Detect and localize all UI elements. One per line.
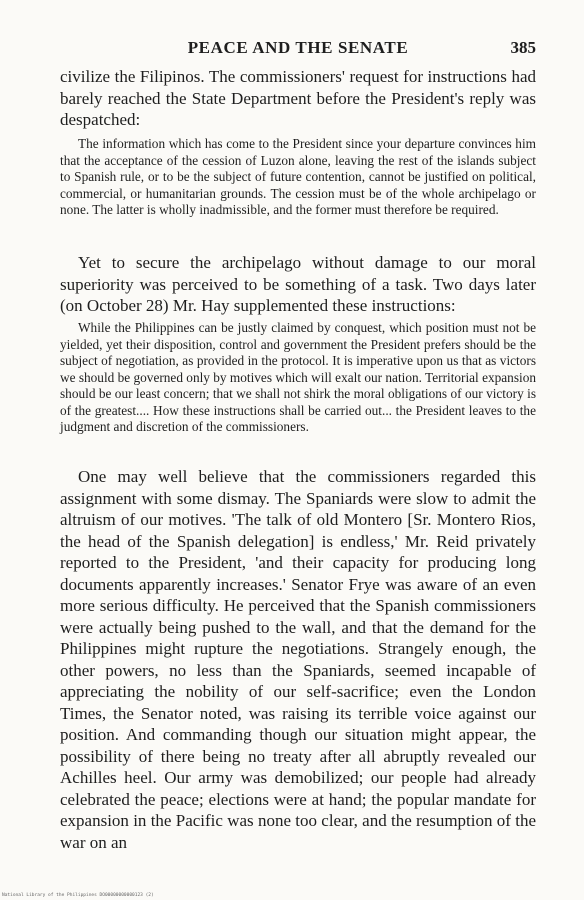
page-number: 385 — [510, 38, 536, 57]
body-paragraph: civilize the Filipinos. The commissioners' request for instructions had barely reached the State Department before the President's reply was despatched: — [60, 67, 536, 129]
block-quote: While the Philippines can be justly claimed by conquest, which position must not be yielded, yet their disposition, control and government the President prefers should be the subject of negotiation, as provided in the protocol. It is imperative upon us that as victors we should be governed only by motives which will exalt our nation. Territorial expansion should be our least concern; that we shall not shirk the moral obligations of our victory is of the greatest.... How these instructions shall be carried out... the President leaves to the judgment and discretion of the commissioners. — [60, 320, 536, 434]
body-paragraph: One may well believe that the commissioners regarded this assignment with some dismay. The Spaniards were slow to admit the altruism of our motives. 'The talk of old Montero [Sr. Montero Rios, the head of the Spanish delegation] is endless,' Mr. Reid privately reported to the President, 'and their capacity for producing long documents apparently increases.' Senator Frye was aware of an even more serious difficulty. He perceived that the Spanish commissioners were actually being pushed to the wall, and that the demand for the Philippines might rupture the negotiations. Strangely enough, the other powers, no less than the Spaniards, seemed incapable of appreciating the nobility of our self-sacrifice; even the London Times, the Senator noted, was raising its terrible voice against our position. And commanding though our situation might appear, the possibility of there being no treaty after all abruptly revealed our Achilles heel. Our army was demobilized; our people had already celebrated the peace; elections were at hand; the popular mandate for expansion in the Pacific was none too clear, and the resumption of the war on an — [60, 467, 536, 852]
running-title: PEACE AND THE SENATE — [187, 38, 409, 57]
page-header — [60, 38, 536, 60]
body-paragraph: Yet to secure the archipelago without damage to our moral superiority was perceived to be something of a task. Two days later (on October 28) Mr. Hay supplemented these instructions: — [60, 253, 536, 315]
scan-watermark: National Library of the Philippines DO00000000000123 (2) — [2, 893, 154, 898]
block-quote: The information which has come to the President since your departure convinces him that the acceptance of the cession of Luzon alone, leaving the rest of the islands subject to Spanish rule, or to be the subject of future contention, cannot be justified on political, commercial, or humanitarian grounds. The cession must be of the whole archipelago or none. The latter is wholly inadmissible, and the former must therefore be required. — [60, 136, 536, 217]
